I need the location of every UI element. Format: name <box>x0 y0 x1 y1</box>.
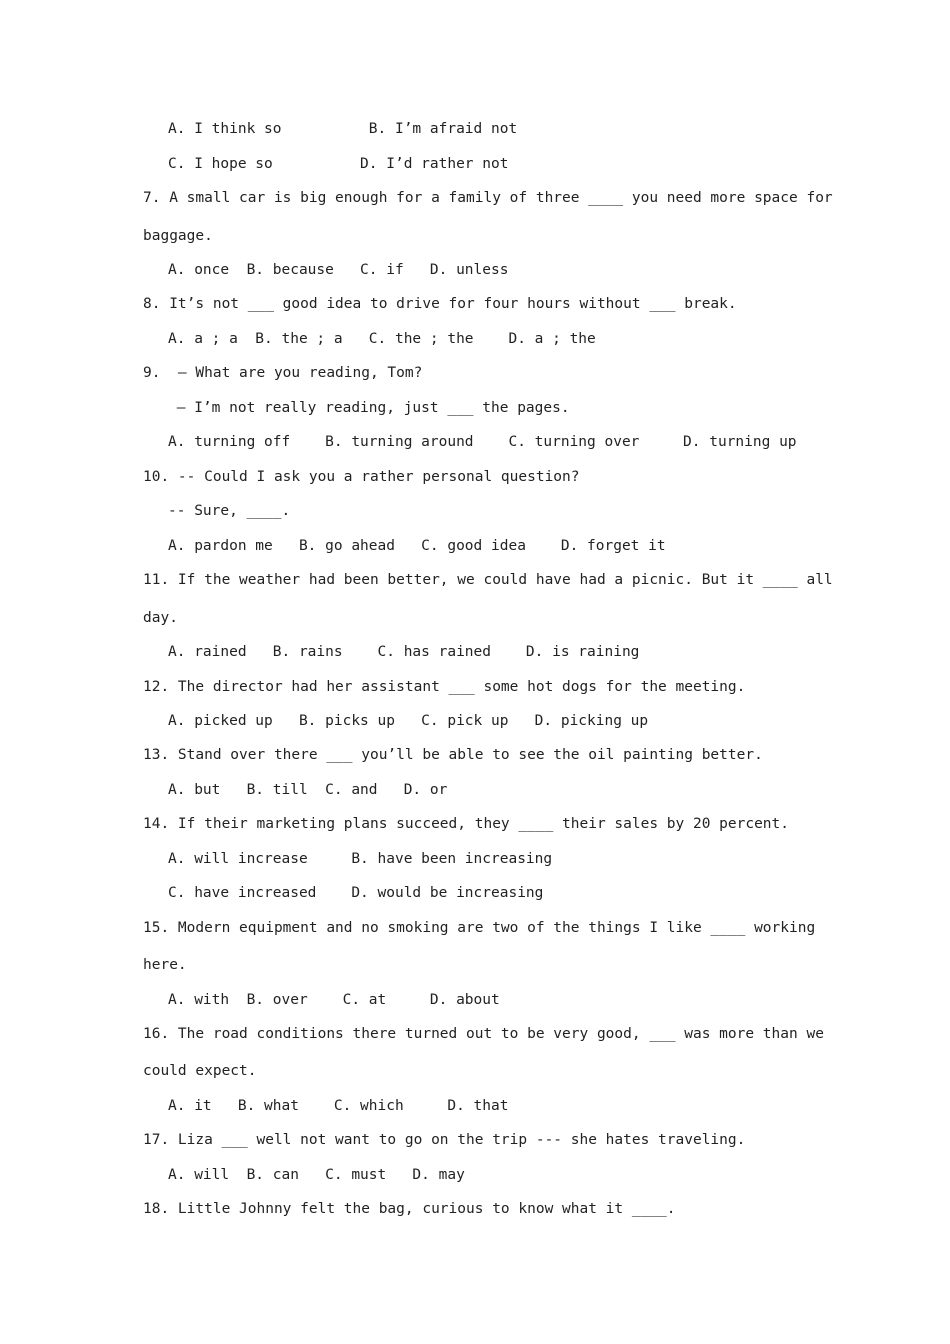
question-7-stem-cont: baggage. <box>143 228 213 244</box>
question-18-stem: 18. Little Johnny felt the bag, curious to know what it ____. <box>143 1201 676 1217</box>
question-13-stem: 13. Stand over there ___ you’ll be able to see the oil painting better. <box>143 747 763 763</box>
question-15-stem-cont: here. <box>143 957 187 973</box>
question-11-stem-cont: day. <box>143 610 178 626</box>
question-12-options: A. picked up B. picks up C. pick up D. picking up <box>168 713 649 729</box>
question-11-stem: 11. If the weather had been better, we could have had a picnic. But it ____ all <box>143 572 833 588</box>
question-9-stem: 9. – What are you reading, Tom? <box>143 365 423 381</box>
question-10-options: A. pardon me B. go ahead C. good idea D. forget it <box>168 538 666 554</box>
q6-options-row-2: C. I hope so D. I’d rather not <box>168 156 509 172</box>
question-16-stem: 16. The road conditions there turned out to be very good, ___ was more than we <box>143 1026 824 1042</box>
question-16-options: A. it B. what C. which D. that <box>168 1098 509 1114</box>
question-15-options: A. with B. over C. at D. about <box>168 992 500 1008</box>
question-16-stem-cont: could expect. <box>143 1063 257 1079</box>
question-10-dialogue: -- Sure, ____. <box>168 503 291 519</box>
question-10-stem: 10. -- Could I ask you a rather personal question? <box>143 469 580 485</box>
q6-options-row-1: A. I think so B. I’m afraid not <box>168 121 518 137</box>
question-14-options-row-2: C. have increased D. would be increasing <box>168 885 544 901</box>
question-14-stem: 14. If their marketing plans succeed, they ____ their sales by 20 percent. <box>143 816 790 832</box>
question-8-stem: 8. It’s not ___ good idea to drive for four hours without ___ break. <box>143 296 737 312</box>
question-12-stem: 12. The director had her assistant ___ some hot dogs for the meeting. <box>143 679 746 695</box>
question-13-options: A. but B. till C. and D. or <box>168 782 448 798</box>
question-7-stem: 7. A small car is big enough for a family of three ____ you need more space for <box>143 190 833 206</box>
question-9-dialogue: – I’m not really reading, just ___ the pages. <box>168 400 570 416</box>
question-11-options: A. rained B. rains C. has rained D. is raining <box>168 644 640 660</box>
question-9-options: A. turning off B. turning around C. turning over D. turning up <box>168 434 797 450</box>
question-17-stem: 17. Liza ___ well not want to go on the trip --- she hates traveling. <box>143 1132 746 1148</box>
question-15-stem: 15. Modern equipment and no smoking are two of the things I like ____ working <box>143 920 816 936</box>
question-8-options: A. a ; a B. the ; a C. the ; the D. a ; the <box>168 331 596 347</box>
question-17-options: A. will B. can C. must D. may <box>168 1167 465 1183</box>
question-14-options-row-1: A. will increase B. have been increasing <box>168 851 553 867</box>
question-7-options: A. once B. because C. if D. unless <box>168 262 509 278</box>
